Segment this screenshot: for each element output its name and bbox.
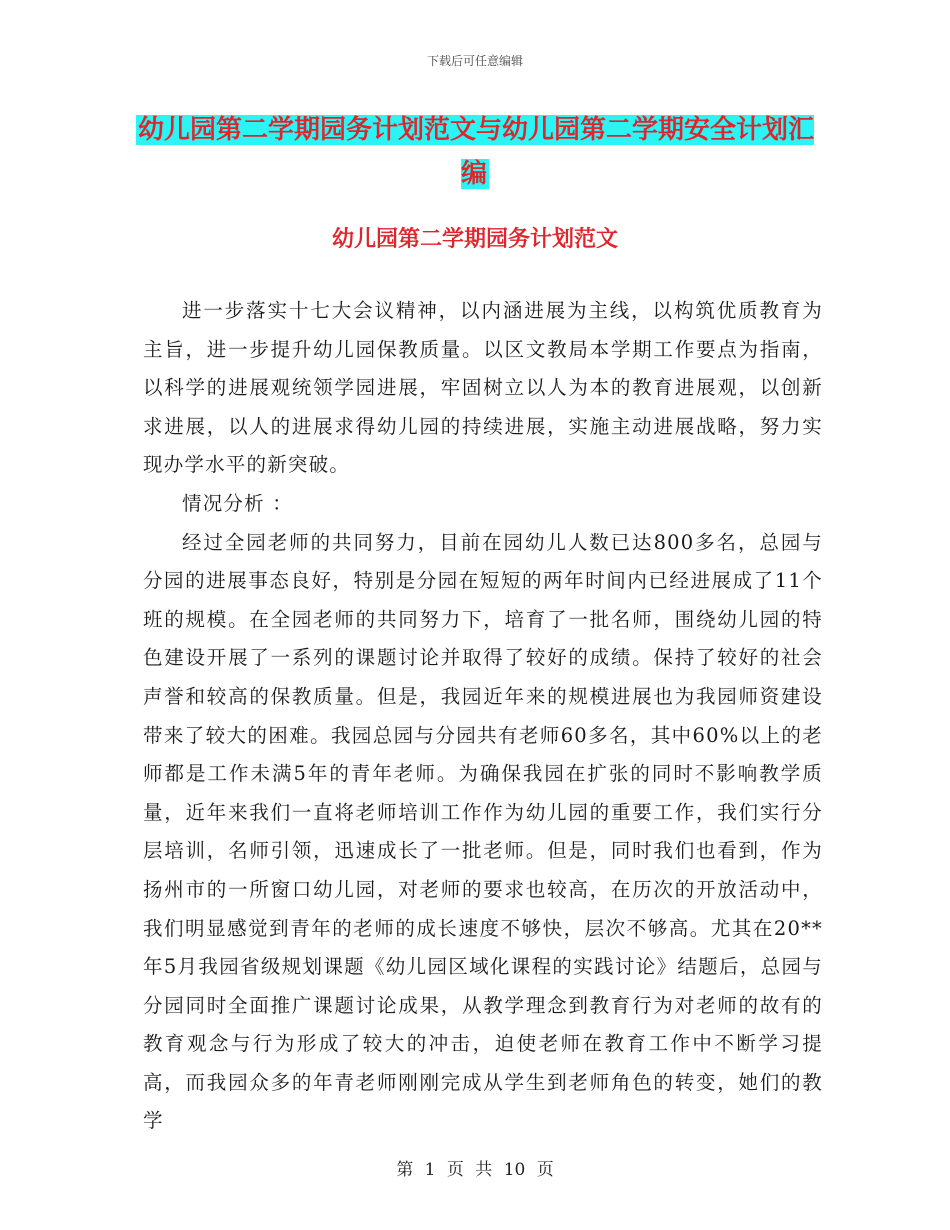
paragraph-intro: 进一步落实十七大会议精神，以内涵进展为主线，以构筑优质教育为主旨，进一步提升幼儿园保教质量。以区文教局本学期工作要点为指南，以科学的进展观统领学园进展，牢固树立以人为本的教育进展观，以创新求进展，以人的进展求得幼儿园的持续进展，实施主动进展战略，努力实现办学水平的新突破。 — [143, 299, 823, 477]
document-title-text: 幼儿园第二学期园务计划范文与幼儿园第二学期安全计划汇编 — [137, 115, 814, 189]
section-title: 幼儿园第二学期园务计划范文 — [331, 227, 618, 252]
paragraph-situation-analysis: 经过全园老师的共同努力，目前在园幼儿人数已达800多名，总园与分园的进展事态良好，特别是分园在短短的两年时间内已经进展成了11个班的规模。在全园老师的共同努力下，培育了一批名师，围绕幼儿园的特色建设开展了一系列的课题讨论并取得了较好的成绩。保持了较好的社会声誉和较高的保教质量。但是，我园近年来的规模进展也为我园师资建设带来了较大的困难。我园总园与分园共有老师60多名，其中60%以上的老师都是工作未满5年的青年老师。为确保我园在扩张的同时不影响教学质量，近年来我们一直将老师培训工作作为幼儿园的重要工作，我们实行分层培训，名师引领，迅速成长了一批老师。但是，同时我们也看到，作为扬州市的一所窗口幼儿园，对老师的要求也较高，在历次的开放活动中，我们明显感觉到青年的老师的成长速度不够快，层次不够高。尤其在20**年5月我园省级规划课题《幼儿园区域化课程的实践讨论》结题后，总园与分园同时全面推广课题讨论成果，从教学理念到教育行为对老师的故有的教育观念与行为形成了较大的冲击，迫使老师在教育工作中不断学习提高，而我园众多的年青老师刚刚完成从学生到老师角色的转变，她们的教学 — [143, 530, 823, 1133]
header-note: 下载后可任意编辑 — [426, 54, 523, 68]
document-body — [143, 292, 823, 1141]
page-footer: 第 1 页 共 10 页 — [396, 1160, 554, 1180]
paragraph-situation-heading: 情况分析 ： — [182, 491, 293, 515]
document-title — [130, 108, 820, 196]
